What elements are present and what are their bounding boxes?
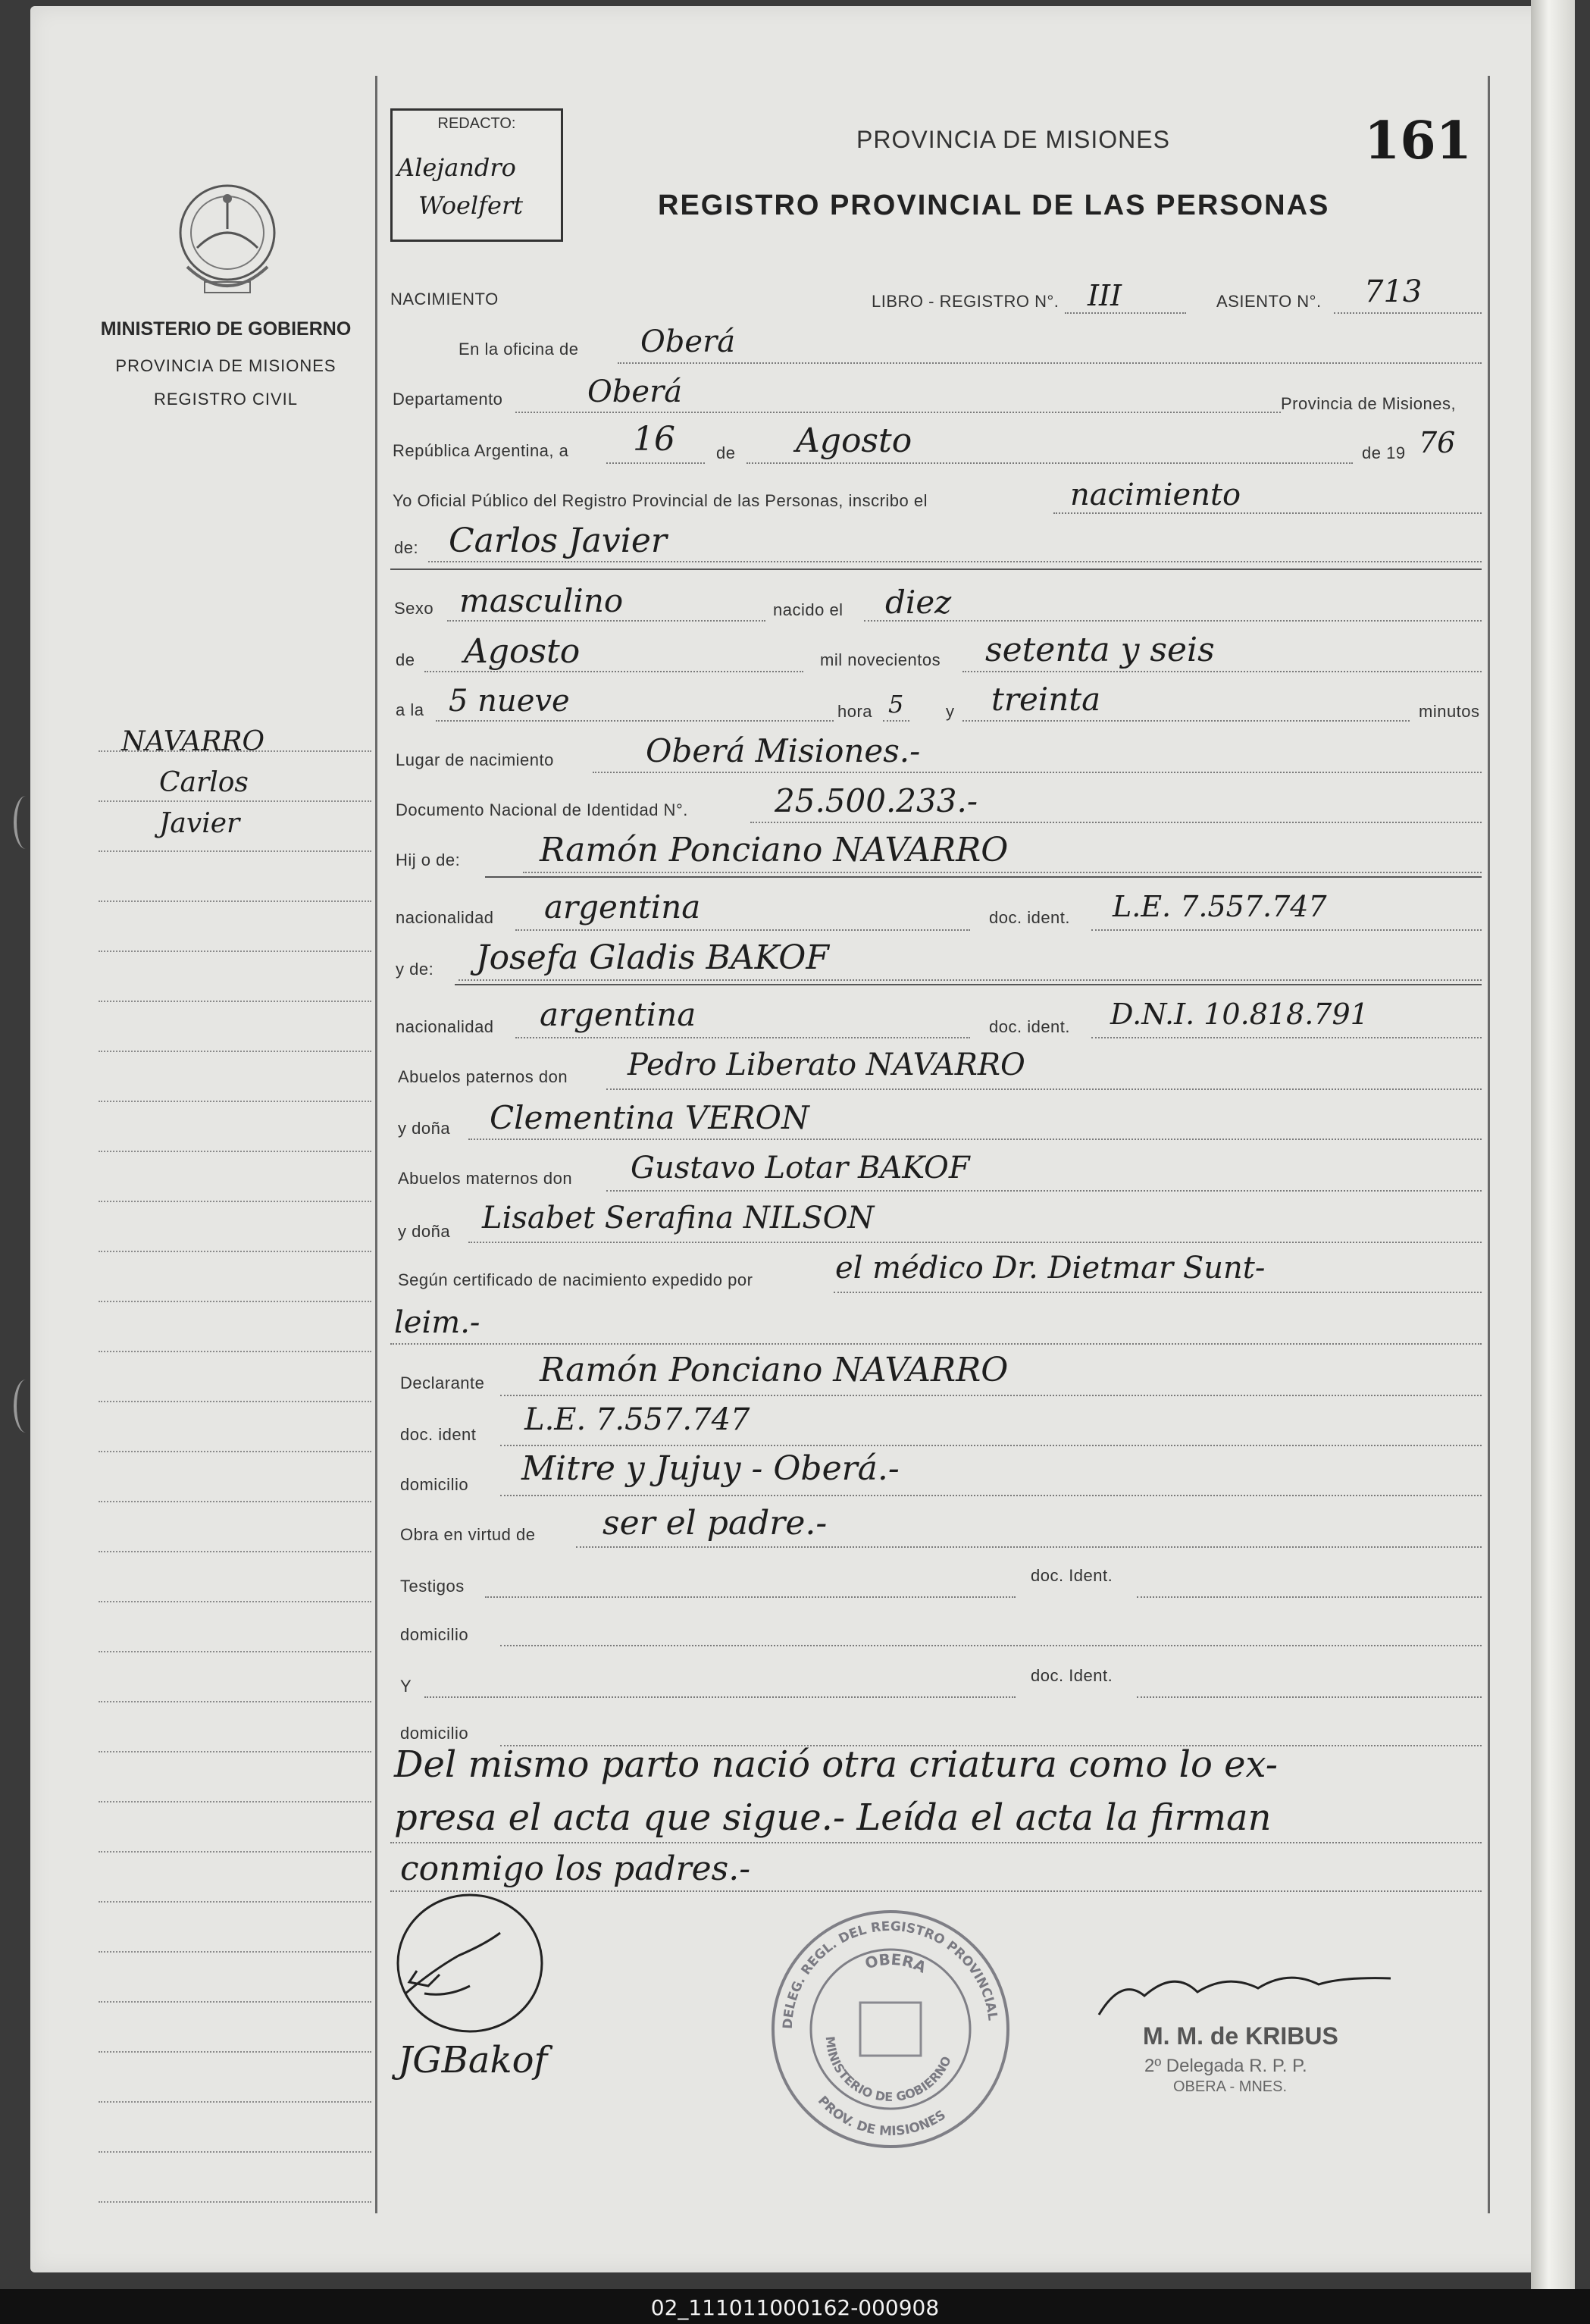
- ministry-name: MINISTERIO DE GOBIERNO: [100, 318, 352, 340]
- domicilio-testigo2-label: domicilio: [400, 1724, 469, 1743]
- margin-note-surname: NAVARRO: [121, 726, 264, 757]
- official-stamp: [765, 1904, 1016, 2154]
- padre-line: [523, 872, 1482, 873]
- lugar-line: [593, 772, 1482, 773]
- margin-rule: [99, 900, 371, 902]
- anio-letras-line: [962, 671, 1482, 672]
- stamp-inner-text: MINISTERIO DE GOBIERNO: [822, 2035, 954, 2105]
- segun-line2: [390, 1343, 1482, 1345]
- anio-letras-value: setenta y seis: [985, 631, 1215, 669]
- margin-rule: [99, 2151, 371, 2153]
- stamp-bottom-text: PROV. DE MISIONES: [814, 2093, 949, 2140]
- madre-line: [459, 979, 1482, 981]
- domicilio-testigo1-line: [500, 1645, 1482, 1646]
- doc-decl-line: [500, 1445, 1482, 1446]
- nacimiento-label: NACIMIENTO: [390, 290, 499, 309]
- nacido-value: diez: [885, 584, 952, 621]
- margin-rule: [99, 1701, 371, 1702]
- margin-rule: [99, 1551, 371, 1552]
- domicilio-testigo1-label: domicilio: [400, 1625, 469, 1644]
- margin-rule: [99, 2001, 371, 2003]
- margin-note-name2: Javier: [159, 808, 240, 839]
- abuelo-mat-value: Gustavo Lotar BAKOF: [631, 1151, 970, 1185]
- doc-decl-label: doc. ident: [400, 1425, 477, 1444]
- minutos-label: minutos: [1419, 702, 1480, 721]
- yo-oficial-label: Yo Oficial Público del Registro Provincial de las Personas, inscribo el: [393, 491, 928, 510]
- abuelo-mat-line: [606, 1190, 1482, 1192]
- book-spine: [1531, 0, 1575, 2289]
- nac-madre-label: nacionalidad: [396, 1017, 494, 1036]
- nac-padre-value: argentina: [544, 888, 701, 926]
- doc-decl-value: L.E. 7.557.747: [524, 1402, 750, 1437]
- margin-rule: [99, 2051, 371, 2053]
- redacto-name-line1: Alejandro: [397, 153, 516, 182]
- observations-line2: presa el acta que sigue.- Leída el acta la firman: [394, 1796, 1272, 1839]
- redacto-name-line2: Woelfert: [418, 191, 524, 220]
- page-number: 161: [1364, 111, 1472, 171]
- segun-label: Según certificado de nacimiento expedido por: [398, 1270, 753, 1289]
- margin-rule: [99, 1501, 371, 1502]
- dni-line: [750, 822, 1482, 823]
- margin-rule: [99, 750, 371, 752]
- sidebar-province: PROVINCIA DE MISIONES: [115, 356, 336, 375]
- observations-rule-2: [390, 1842, 1482, 1843]
- margin-rule: [99, 850, 371, 852]
- yo-oficial-line: [1053, 512, 1482, 514]
- mil-label: mil novecientos: [820, 650, 941, 669]
- section-rule-2: [485, 876, 1482, 878]
- margin-rule: [99, 2101, 371, 2103]
- margin-rule: [99, 951, 371, 952]
- y-label: y: [946, 702, 955, 721]
- oficina-label: En la oficina de: [459, 340, 579, 359]
- observations-line3: conmigo los padres.-: [400, 1849, 751, 1888]
- domicilio-label: domicilio: [400, 1475, 469, 1494]
- dni-value: 25.500.233.-: [775, 782, 978, 819]
- margin-rule: [99, 1351, 371, 1352]
- doc-testigo1-label: doc. Ident.: [1031, 1566, 1113, 1585]
- column-divider-left: [375, 76, 377, 2213]
- madre-value: Josefa Gladis BAKOF: [476, 938, 829, 977]
- binding-hole-bottom: [14, 1380, 38, 1433]
- sexo-label: Sexo: [394, 599, 434, 618]
- coat-of-arms-icon: [171, 176, 284, 305]
- margin-rule: [99, 1651, 371, 1652]
- nac-madre-value: argentina: [540, 996, 696, 1033]
- binding-hole-top: [14, 796, 38, 849]
- republica-label: República Argentina, a: [393, 441, 569, 460]
- nombre-line: [428, 561, 1482, 562]
- declarante-value: Ramón Ponciano NAVARRO: [540, 1351, 1009, 1389]
- mes-line: [746, 462, 1353, 464]
- margin-rule: [99, 1751, 371, 1752]
- y2-label: Y: [400, 1677, 412, 1696]
- minutos-value: treinta: [991, 681, 1101, 718]
- sidebar-registry: REGISTRO CIVIL: [153, 390, 299, 409]
- segun-line: [834, 1292, 1482, 1293]
- testigos-label: Testigos: [400, 1577, 465, 1596]
- oficina-value: Oberá: [640, 324, 736, 359]
- segun-value: el médico Dr. Dietmar Sunt-: [835, 1251, 1266, 1286]
- libro-label: LIBRO - REGISTRO N°.: [872, 292, 1059, 311]
- nacido-line: [864, 620, 1482, 622]
- mes-value: Agosto: [796, 421, 912, 460]
- dni-label: Documento Nacional de Identidad N°.: [396, 800, 688, 819]
- redacto-box: [390, 108, 563, 242]
- departamento-line: [515, 412, 1281, 413]
- minutos-line: [962, 720, 1410, 722]
- yo-oficial-value: nacimiento: [1070, 478, 1241, 512]
- margin-rule: [99, 1901, 371, 1903]
- y-de-label: y de:: [396, 960, 434, 979]
- doc-padre-line: [1091, 929, 1482, 931]
- testigo2-line: [424, 1696, 1016, 1698]
- margin-rule: [99, 1001, 371, 1002]
- stamp-top-text: OBERA: [862, 1950, 929, 1977]
- margin-rule: [99, 1451, 371, 1452]
- mes2-line: [424, 671, 803, 672]
- section-rule-1: [390, 568, 1482, 570]
- hora-label: hora: [837, 702, 873, 721]
- margin-rule: [99, 1801, 371, 1803]
- nac-padre-label: nacionalidad: [396, 908, 494, 927]
- hora-num-value: 5: [888, 690, 904, 719]
- de2-label: de: [396, 650, 415, 669]
- lugar-value: Oberá Misiones.-: [646, 732, 921, 769]
- stamp-outer-text: DELEG. REGL. DEL REGISTRO PROVINCIAL: [780, 1918, 1000, 2030]
- hora-letras-line: [436, 720, 834, 722]
- obra-label: Obra en virtud de: [400, 1525, 536, 1544]
- margin-rule: [99, 1951, 371, 1953]
- margin-rule: [99, 1251, 371, 1252]
- abuelo-pat-line: [606, 1088, 1482, 1090]
- margin-rule: [99, 800, 371, 802]
- abuelos-pat-label: Abuelos paternos don: [398, 1067, 568, 1086]
- y-dona-mat-label: y doña: [398, 1222, 451, 1241]
- lugar-label: Lugar de nacimiento: [396, 750, 554, 769]
- testigos-line: [485, 1596, 1016, 1598]
- dia-line: [606, 462, 705, 464]
- sexo-line: [447, 620, 765, 622]
- header-province: PROVINCIA DE MISIONES: [856, 126, 1170, 153]
- footer-id: 02_111011000162-000908: [650, 2295, 940, 2320]
- padre-value: Ramón Ponciano NAVARRO: [540, 831, 1009, 869]
- doc-madre-line: [1091, 1037, 1482, 1038]
- signature-father: [387, 1880, 568, 2039]
- section-rule-3: [455, 984, 1482, 985]
- nacido-label: nacido el: [773, 600, 844, 619]
- doc-padre-label: doc. ident.: [989, 908, 1071, 927]
- margin-rule: [99, 2201, 371, 2203]
- margin-note-name: Carlos: [159, 767, 249, 798]
- libro-line: [1065, 312, 1186, 314]
- margin-rule: [99, 1601, 371, 1602]
- nac-madre-line: [515, 1037, 970, 1038]
- abuelo-pat-value: Pedro Liberato NAVARRO: [628, 1048, 1025, 1082]
- asiento-label: ASIENTO N°.: [1216, 292, 1322, 311]
- redacto-label: REDACTO:: [437, 115, 516, 132]
- doc-padre-value: L.E. 7.557.747: [1113, 890, 1327, 923]
- margin-rule: [99, 1151, 371, 1152]
- abuela-mat-value: Lisabet Serafina NILSON: [482, 1201, 875, 1236]
- obra-value: ser el padre.-: [603, 1504, 828, 1543]
- de-nombre-label: de:: [394, 538, 419, 557]
- anio-label: de 19: [1362, 443, 1406, 462]
- nac-padre-line: [515, 929, 970, 931]
- signature-mother: JGBakof: [398, 2039, 548, 2081]
- asiento-value: 713: [1364, 274, 1423, 309]
- abuelos-mat-label: Abuelos maternos don: [398, 1169, 573, 1188]
- domicilio-line: [500, 1495, 1482, 1496]
- doc-madre-label: doc. ident.: [989, 1017, 1071, 1036]
- margin-rule: [99, 1851, 371, 1853]
- domicilio-value: Mitre y Jujuy - Oberá.-: [521, 1449, 900, 1488]
- column-divider-right: [1488, 76, 1490, 2213]
- doc-testigo1-line: [1137, 1596, 1482, 1598]
- hijo-label: Hij o de:: [396, 850, 461, 869]
- doc-madre-value: D.N.I. 10.818.791: [1110, 998, 1369, 1031]
- segun-value2: leim.-: [394, 1305, 480, 1340]
- header-title: REGISTRO PROVINCIAL DE LAS PERSONAS: [658, 189, 1330, 221]
- observations-line1: Del mismo parto nació otra criatura como lo ex-: [394, 1743, 1278, 1786]
- abuela-pat-value: Clementina VERON: [490, 1099, 809, 1136]
- de-label: de: [716, 443, 736, 462]
- oficina-line: [618, 362, 1482, 364]
- asiento-line: [1334, 312, 1482, 314]
- doc-testigo2-label: doc. Ident.: [1031, 1666, 1113, 1685]
- libro-value: III: [1088, 279, 1122, 312]
- abuela-mat-line: [468, 1242, 1482, 1243]
- departamento-value: Oberá: [587, 374, 683, 409]
- margin-rule: [99, 1101, 371, 1102]
- doc-testigo2-line: [1137, 1696, 1482, 1698]
- official-place: OBERA - MNES.: [1173, 2078, 1288, 2095]
- official-title: 2º Delegada R. P. P.: [1144, 2056, 1307, 2076]
- departamento-label: Departamento: [393, 390, 503, 409]
- margin-rule: [99, 1201, 371, 1202]
- provincia-label: Provincia de Misiones,: [1281, 394, 1457, 413]
- nombre-value: Carlos Javier: [449, 521, 667, 560]
- margin-rule: [99, 1301, 371, 1302]
- mes2-value: Agosto: [464, 632, 581, 671]
- declarante-label: Declarante: [400, 1373, 485, 1392]
- hora-num-line: [883, 720, 909, 722]
- y-dona-pat-label: y doña: [398, 1119, 451, 1138]
- dia-value: 16: [633, 420, 675, 459]
- margin-rule: [99, 1051, 371, 1052]
- official-name: M. M. de KRIBUS: [1143, 2022, 1338, 2050]
- abuela-pat-line: [468, 1139, 1482, 1140]
- a-la-label: a la: [396, 700, 424, 719]
- margin-rule: [99, 1401, 371, 1402]
- official-signature: [1091, 1962, 1394, 2022]
- declarante-line: [500, 1395, 1482, 1396]
- sexo-value: masculino: [459, 582, 624, 619]
- obra-line: [576, 1546, 1482, 1548]
- anio-value: 76: [1419, 426, 1456, 459]
- hora-letras-value: 5 nueve: [449, 684, 570, 719]
